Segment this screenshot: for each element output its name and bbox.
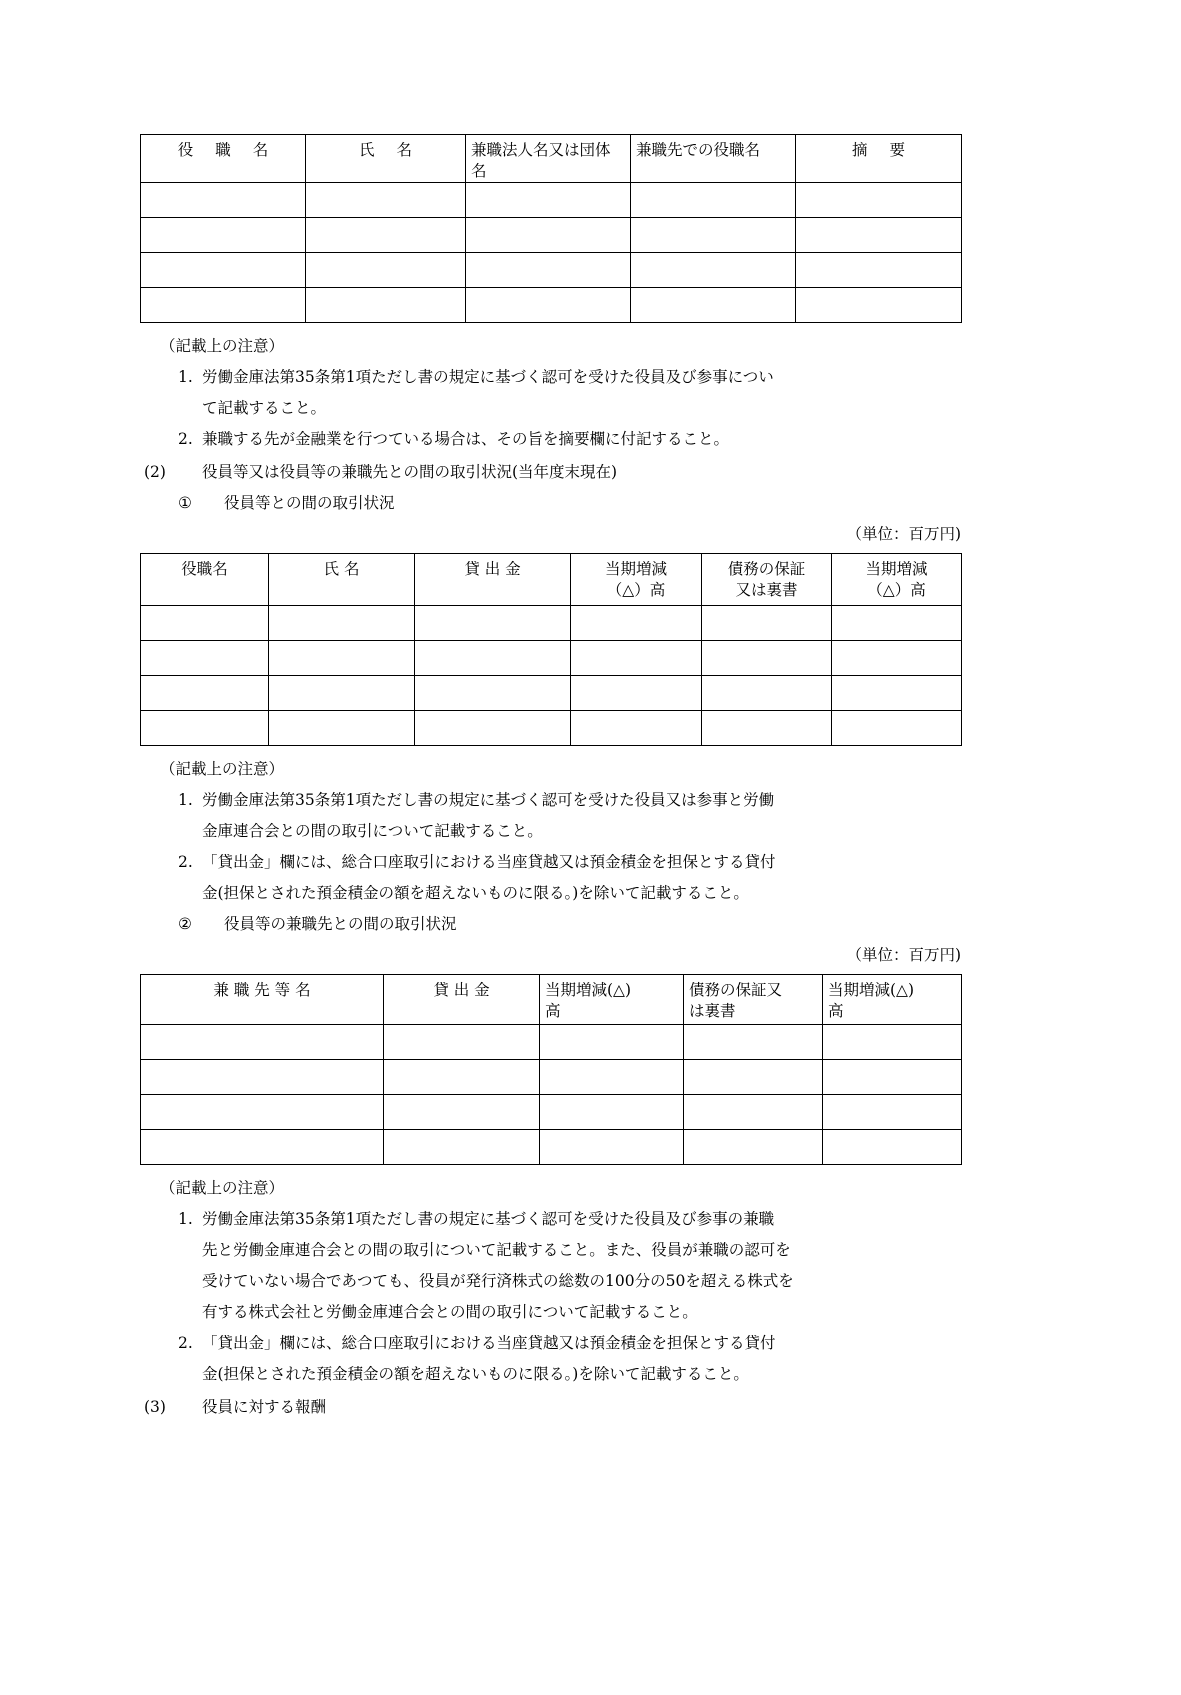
notes-title-3: （記載上の注意） [160,1179,285,1197]
document-content [140,134,980,1423]
cell-kenshokusaki-tomei[interactable] [141,1025,384,1060]
section-title: 役員等との間の取引状況 [224,494,395,512]
cell-kenshokusaki-tomei[interactable] [141,1060,384,1095]
section-title: 役員に対する報酬 [202,1398,327,1416]
unit-note-2: （単位：百万円) [846,946,961,964]
cell-kenshokusaki-yakushoku[interactable] [631,218,796,253]
cell-tokizouegen-2[interactable] [832,676,962,711]
table-row[interactable] [141,253,962,288]
table-yakuin-torihiki [140,553,962,746]
note-text: 労働金庫法第35条第1項ただし書の規定に基づく認可を受けた役員及び参事の兼職 [202,1210,775,1228]
cell-saimu-hosho[interactable] [702,711,832,746]
note-item-2-2-cont: 金(担保とされた預金積金の額を超えないものに限る。)を除いて記載すること。 [202,884,749,902]
cell-kenshokusaki-yakushoku[interactable] [631,253,796,288]
note-text: 労働金庫法第35条第1項ただし書の規定に基づく認可を受けた役員及び参事につい [202,368,774,386]
note-text: 「貸出金」欄には、総合口座取引における当座貸越又は預金積金を担保とする貸付 [202,1334,776,1352]
col-header-kashidashikin: 貸 出 金 [384,975,540,1025]
cell-tokizouegen-1[interactable] [571,641,702,676]
cell-yakushokumei[interactable] [141,676,269,711]
cell-tokizouegen-2[interactable] [823,1060,962,1095]
cell-tokizouegen-2[interactable] [823,1130,962,1165]
col-header-tekiyo: 摘 要 [796,135,962,183]
cell-kenshoku-hojin[interactable] [466,253,631,288]
section-label: (2) [144,463,166,481]
cell-shimei[interactable] [306,253,466,288]
cell-shimei[interactable] [269,676,415,711]
cell-saimu-hosho[interactable] [702,606,832,641]
col-header-kenshokusaki-tomei: 兼 職 先 等 名 [141,975,384,1025]
table-row[interactable] [141,218,962,253]
col-header-yakushokumei: 役 職 名 [141,135,306,183]
header-line: 又は裏書 [735,581,798,599]
cell-tokizouegen-2[interactable] [832,711,962,746]
note-item-2-1 [140,785,980,816]
col-header-kenshoku-hojin: 兼職法人名又は団体名 [466,135,631,183]
cell-kashidashikin[interactable] [415,641,571,676]
note-text: 「貸出金」欄には、総合口座取引における当座貸越又は預金積金を担保とする貸付 [202,853,776,871]
cell-kashidashikin[interactable] [415,676,571,711]
cell-kenshokusaki-tomei[interactable] [141,1095,384,1130]
note-item-3-1-cont4: 有する株式会社と労働金庫連合会との間の取引について記載すること。 [202,1303,698,1321]
cell-saimu-hosho[interactable] [702,641,832,676]
note-text: 労働金庫法第35条第1項ただし書の規定に基づく認可を受けた役員又は参事と労働 [202,791,775,809]
cell-yakushokumei[interactable] [141,183,306,218]
cell-tokizouegen-2[interactable] [832,606,962,641]
table-kenshokusaki-torihiki [140,974,962,1165]
table-header-row [141,975,962,1025]
section-heading-2-2 [140,909,980,940]
note-number: 1. [178,791,193,809]
cell-kashidashikin[interactable] [384,1095,540,1130]
table-row[interactable] [141,676,962,711]
col-header-shimei: 氏 名 [269,554,415,606]
table-row[interactable] [141,606,962,641]
table-row[interactable] [141,711,962,746]
note-number: 2. [178,853,193,871]
col-header-tokizouegen-1 [571,554,702,606]
col-header-kenshokusaki-yakushoku: 兼職先での役職名 [631,135,796,183]
col-header-tokizouegen-2 [832,554,962,606]
cell-tokizouegen-1[interactable] [540,1060,684,1095]
table-row[interactable] [141,641,962,676]
note-item-3-1-cont2: 先と労働金庫連合会との間の取引について記載すること。また、役員が兼職の認可を [202,1241,791,1259]
section-title: 役員等の兼職先との間の取引状況 [224,915,457,933]
cell-kashidashikin[interactable] [384,1060,540,1095]
cell-tokizouegen-1[interactable] [571,711,702,746]
table-row[interactable] [141,1130,962,1165]
cell-saimu-hosho[interactable] [684,1060,823,1095]
cell-shimei[interactable] [269,641,415,676]
note-item-1-1 [140,362,980,393]
table-row[interactable] [141,1025,962,1060]
table3-wrapper [140,974,980,1165]
col-header-shimei: 氏 名 [306,135,466,183]
note-number: 2. [178,1334,193,1352]
note-item-1-1-cont: て記載すること。 [202,399,327,417]
cell-kenshoku-hojin[interactable] [466,183,631,218]
note-item-3-1-cont3: 受けていない場合であつても、役員が発行済株式の総数の100分の50を超える株式を [202,1272,794,1290]
cell-yakushokumei[interactable] [141,288,306,323]
cell-shimei[interactable] [269,606,415,641]
col-header-tokizouegen-2 [823,975,962,1025]
cell-yakushokumei[interactable] [141,711,269,746]
header-line: 当期増減(△) [545,981,632,999]
cell-saimu-hosho[interactable] [684,1130,823,1165]
table-row[interactable] [141,1095,962,1130]
cell-kenshokusaki-yakushoku[interactable] [631,183,796,218]
cell-kashidashikin[interactable] [415,711,571,746]
cell-tekiyo[interactable] [796,183,962,218]
cell-yakushokumei[interactable] [141,641,269,676]
section-heading-2 [140,457,980,488]
cell-tokizouegen-2[interactable] [832,641,962,676]
notes-title-1: （記載上の注意） [160,337,285,355]
cell-kashidashikin[interactable] [384,1130,540,1165]
note-number: 2. [178,430,193,448]
header-line: は裏書 [689,1002,736,1020]
cell-shimei[interactable] [306,288,466,323]
cell-tokizouegen-2[interactable] [823,1095,962,1130]
cell-kenshoku-hojin[interactable] [466,288,631,323]
notes-title-2: （記載上の注意） [160,760,285,778]
cell-tekiyo[interactable] [796,288,962,323]
table-header-row [141,135,962,183]
note-number: 1. [178,1210,193,1228]
cell-saimu-hosho[interactable] [702,676,832,711]
header-line: 債務の保証 [727,560,806,578]
header-line: （△）高 [867,581,926,599]
header-line: 当期増減(△) [828,981,915,999]
header-line: 当期増減 [604,560,667,578]
table-row[interactable] [141,183,962,218]
cell-tokizouegen-2[interactable] [823,1025,962,1060]
cell-yakushokumei[interactable] [141,606,269,641]
cell-kenshokusaki-tomei[interactable] [141,1130,384,1165]
section-title: 役員等又は役員等の兼職先との間の取引状況(当年度末現在) [202,463,618,481]
note-number: 1. [178,368,193,386]
section-label: (3) [144,1398,166,1416]
cell-shimei[interactable] [306,218,466,253]
note-item-2-2 [140,847,980,878]
cell-saimu-hosho[interactable] [684,1025,823,1060]
cell-yakushokumei[interactable] [141,253,306,288]
cell-tekiyo[interactable] [796,218,962,253]
cell-tokizouegen-1[interactable] [540,1095,684,1130]
note-item-2-1-cont: 金庫連合会との間の取引について記載すること。 [202,822,543,840]
section-heading-2-1 [140,488,980,519]
cell-kenshokusaki-yakushoku[interactable] [631,288,796,323]
table-row[interactable] [141,288,962,323]
header-line: 高 [545,1002,561,1020]
header-line: 当期増減 [865,560,928,578]
cell-tokizouegen-1[interactable] [540,1025,684,1060]
table-header-row [141,554,962,606]
cell-kenshoku-hojin[interactable] [466,218,631,253]
note-item-3-2 [140,1328,980,1359]
header-line: 債務の保証又 [689,981,783,999]
cell-tokizouegen-1[interactable] [540,1130,684,1165]
note-item-3-1 [140,1204,980,1235]
note-text: 兼職する先が金融業を行つている場合は、その旨を摘要欄に付記すること。 [202,430,730,448]
section-heading-3 [140,1392,980,1423]
note-item-1-2 [140,424,980,455]
cell-tokizouegen-1[interactable] [571,606,702,641]
col-header-saimu-hosho [684,975,823,1025]
cell-kashidashikin[interactable] [415,606,571,641]
table2-wrapper [140,553,980,746]
cell-shimei[interactable] [269,711,415,746]
note-item-3-2-cont: 金(担保とされた預金積金の額を超えないものに限る。)を除いて記載すること。 [202,1365,749,1383]
cell-tekiyo[interactable] [796,253,962,288]
cell-saimu-hosho[interactable] [684,1095,823,1130]
cell-tokizouegen-1[interactable] [571,676,702,711]
col-header-kashidashikin: 貸 出 金 [415,554,571,606]
cell-shimei[interactable] [306,183,466,218]
cell-kashidashikin[interactable] [384,1025,540,1060]
col-header-saimu-hosho [702,554,832,606]
table-kenshoku-status [140,134,962,323]
header-line: （△）高 [606,581,666,599]
unit-note-1: （単位：百万円) [846,525,961,543]
col-header-tokizouegen-1 [540,975,684,1025]
col-header-yakushokumei: 役職名 [141,554,269,606]
header-line: 高 [828,1002,844,1020]
cell-yakushokumei[interactable] [141,218,306,253]
section-label: ① [178,494,192,512]
table-row[interactable] [141,1060,962,1095]
section-label: ② [178,915,192,933]
